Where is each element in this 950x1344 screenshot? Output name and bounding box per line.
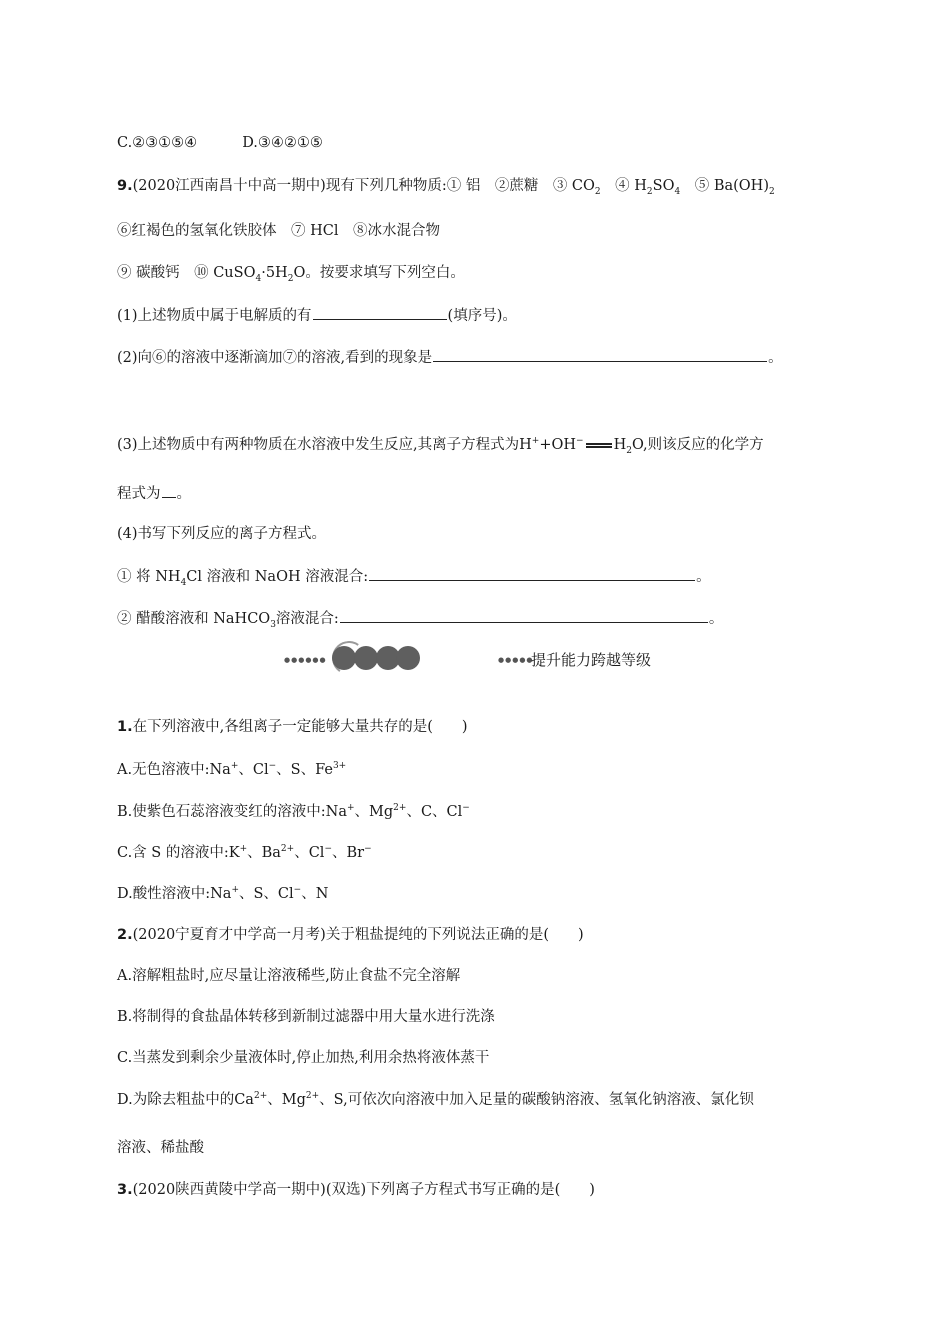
q9-text: ·5H [261,265,288,281]
q9-text: O,则该反应的化学方 [631,437,764,453]
subscript: 2 [626,445,632,456]
q9-part1 [117,305,517,326]
q9-text: ② 醋酸溶液和 NaHCO [117,611,271,627]
superscript: 2+ [393,803,407,814]
q9-part4-item2 [117,608,723,629]
q8-option-d: D.③④②①⑤ [242,135,323,151]
section-banner [280,640,700,676]
q9-part3 [117,435,764,455]
option-text: B.使紫色石蕊溶液变红的溶液中:Na [117,804,347,820]
s2q2-option-d-line2: 溶液、稀盐酸 [117,1140,204,1156]
superscript: − [364,844,372,855]
q9-text: SO [652,178,675,194]
banner-title: 提升能力跨越等级 [531,651,652,669]
q9-text: 溶液混合: [275,611,339,627]
s2q2-number: 2. [117,927,133,943]
s2q3-stem [117,1180,595,1200]
q9-text: 。 [696,569,711,585]
superscript: 3+ [332,761,347,772]
superscript: 2+ [305,1091,320,1102]
q9-intro: (2020江西南昌十中高一期中)现有下列几种物质:① 铝 ②蔗糖 ③ CO [132,178,595,194]
q9-part2 [117,347,783,368]
answer-blank[interactable] [433,347,767,362]
option-text: 、C、Cl [406,804,463,820]
option-text: 、S,可依次向溶液中加入足量的碳酸钠溶液、氢氧化钠溶液、氯化钡 [319,1092,754,1108]
q9-number: 9. [117,178,133,194]
subscript: 3 [270,619,276,630]
subscript: 2 [287,273,294,284]
q9-text: 。 [768,350,783,366]
q9-stem [117,176,775,196]
superscript: 2+ [253,1091,268,1102]
answer-blank[interactable] [313,305,447,320]
q9-text: (3)上述物质中有两种物质在水溶液中发生反应,其离子方程式为H [117,437,532,453]
option-text: C.含 S 的溶液中:K [117,845,240,861]
q9-substances-line2: ⑥红褐色的氢氧化铁胶体 ⑦ HCl ⑧冰水混合物 [117,223,440,239]
q9-text: (1)上述物质中属于电解质的有 [117,308,312,324]
s2q3-text: (2020陕西黄陵中学高一期中)(双选)下列离子方程式书写正确的是( ) [132,1182,595,1198]
q9-text: 。 [708,611,724,627]
s2q1-text: 在下列溶液中,各组离子一定能够大量共存的是( ) [132,719,468,735]
superscript: − [576,436,584,447]
q9-text: ⑤ Ba(OH) [680,178,769,194]
superscript: 2+ [280,844,295,855]
q9-text: O。按要求填写下列空白。 [293,265,465,281]
superscript: − [324,844,332,855]
q9-text: 程式为 [117,486,161,502]
q9-text: (填序号)。 [447,308,517,324]
s2q2-stem [117,925,584,945]
superscript: + [239,844,248,855]
s2q2-option-a: A.溶解粗盐时,应尽量让溶液稀些,防止食盐不完全溶解 [117,968,461,984]
q8-options [117,133,323,153]
subscript: 4 [180,577,187,588]
s2q1-stem [117,717,468,737]
banner-circle-icon [396,646,420,670]
option-text: 、Mg [354,804,394,820]
subscript: 2 [646,186,653,197]
subscript: 4 [255,273,262,284]
option-text: D.为除去粗盐中的Ca [117,1092,254,1108]
superscript: + [531,436,540,447]
q9-substances-line3 [117,263,465,283]
banner-dots-right: ●●●●● [498,656,534,664]
s2q2-text: (2020宁夏育才中学高一月考)关于粗盐提纯的下列说法正确的是( ) [132,927,584,943]
subscript: 2 [768,186,775,197]
answer-blank[interactable] [340,608,708,623]
banner-circle-icon [354,646,378,670]
answer-blank[interactable] [162,483,176,498]
q9-text: ⑨ 碳酸钙 ⑩ CuSO [117,265,256,281]
superscript: − [462,803,470,814]
s2q1-option-b [117,802,470,822]
subscript: 2 [594,186,601,197]
answer-blank[interactable] [369,566,695,581]
q9-text: H [613,437,627,453]
s2q1-option-a [117,760,346,780]
superscript: − [268,761,277,772]
option-text: 、Br [331,845,365,861]
option-text: 、Cl [238,762,269,778]
banner-dots-left: ●●●●●● [284,656,327,664]
q9-text: ④ H [600,178,647,194]
q9-text: ① 将 NH [117,569,181,585]
s2q3-number: 3. [117,1182,133,1198]
q9-text: +OH [539,437,577,453]
s2q2-option-c: C.当蒸发到剩余少量液体时,停止加热,利用余热将液体蒸干 [117,1050,490,1066]
superscript: + [231,885,239,896]
s2q2-option-b: B.将制得的食盐晶体转移到新制过滤器中用大量水进行洗涤 [117,1009,495,1025]
superscript: + [230,761,239,772]
equals-sign-icon [586,442,612,448]
s2q1-number: 1. [117,719,133,735]
s2q2-option-d [117,1090,754,1110]
option-text: 、S、Fe [276,762,333,778]
superscript: + [346,803,355,814]
option-text: D.酸性溶液中:Na [117,886,232,902]
s2q1-option-c [117,843,372,863]
option-text: A.无色溶液中:Na [117,762,231,778]
q9-text: 。 [176,486,191,502]
subscript: 4 [674,186,681,197]
q9-text: (2)向⑥的溶液中逐渐滴加⑦的溶液,看到的现象是 [117,350,433,366]
s2q1-option-d [117,884,328,904]
q9-part4-item1 [117,566,711,587]
q9-part4: (4)书写下列反应的离子方程式。 [117,526,327,542]
q9-text: Cl 溶液和 NaOH 溶液混合: [186,569,369,585]
option-text: 、S、Cl [238,886,294,902]
option-text: 、Mg [267,1092,306,1108]
option-text: 、Ba [247,845,281,861]
option-text: 、N [301,886,329,902]
option-text: 、Cl [294,845,325,861]
q8-option-c: C.②③①⑤④ [117,135,198,151]
superscript: − [293,885,302,896]
q9-part3-line2 [117,483,191,504]
banner-circle-icon [332,646,356,670]
